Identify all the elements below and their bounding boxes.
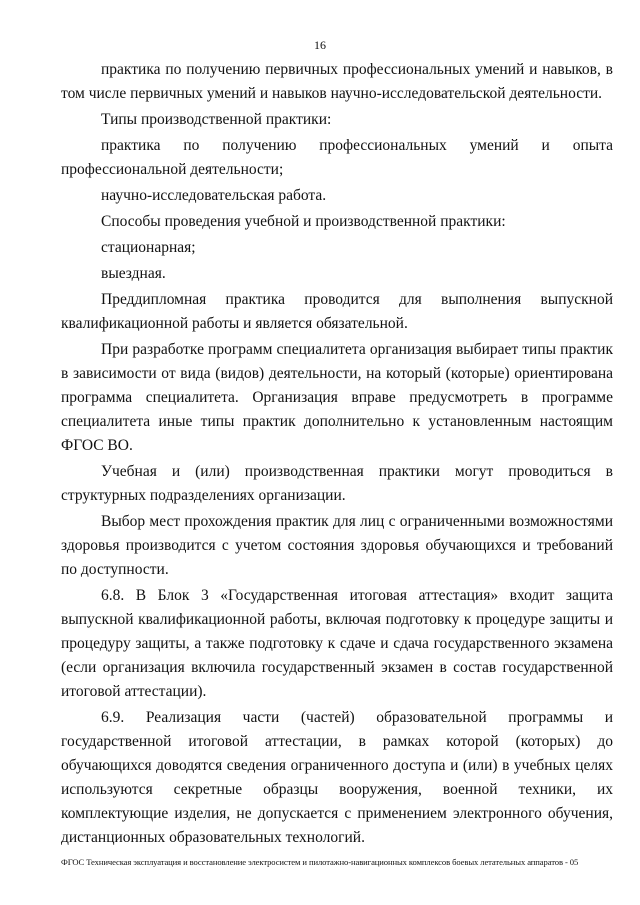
paragraph-section-6-9: 6.9. Реализация части (частей) образовательной программы и государственной итоговой аттестации, в рамках которой (которых) до обучающихся доводятся сведения ограниченного доступа и (или) в учебных целях используются секретные образцы вооружения, военной техники, их комплектующие изделия, не допускается с применением электронного обучения, дистанционных образовательных технологий.	[61, 709, 613, 846]
page-number: 16	[314, 38, 326, 52]
paragraph-field: выездная.	[101, 265, 166, 282]
paragraph-structural-units: Учебная и (или) производственная практики могут проводиться в структурных подразделениях организации.	[61, 463, 613, 504]
paragraph-professional-practice: практика по получению профессиональных умений и опыта профессиональной деятельности;	[61, 137, 613, 178]
paragraph-pre-diploma: Преддипломная практика проводится для выполнения выпускной квалификационной работы и является обязательной.	[61, 291, 613, 332]
paragraph-research-work: научно-исследовательская работа.	[101, 187, 327, 204]
paragraph-production-types-heading: Типы производственной практики:	[101, 111, 332, 128]
paragraph-practice-methods-heading: Способы проведения учебной и производственной практики:	[101, 213, 506, 230]
paragraph-section-6-8: 6.8. В Блок 3 «Государственная итоговая аттестация» входит защита выпускной квалификационной работы, включая подготовку к процедуре защиты и процедуру защиты, а также подготовку к сдаче и сдача государственного экзамена (если организация включила государственный экзамен в состав государственной итоговой аттестации).	[61, 587, 613, 700]
paragraph-stationary: стационарная;	[101, 239, 196, 256]
document-body	[61, 58, 613, 850]
paragraph-program-development: При разработке программ специалитета организация выбирает типы практик в зависимости от вида (видов) деятельности, на который (которые) ориентирована программа специалитета. Организация вправе предусмотреть в программе специалитета иные типы практик дополнительно к установленным настоящим ФГОС ВО.	[61, 341, 613, 454]
paragraph-disabilities: Выбор мест прохождения практик для лиц с ограниченными возможностями здоровья производится с учетом состояния здоровья обучающихся и требований по доступности.	[61, 513, 613, 578]
paragraph-practice-first-skills: практика по получению первичных профессиональных умений и навыков, в том числе первичных умений и навыков научно-исследовательской деятельности.	[61, 61, 613, 102]
page-footer: ФГОС Техническая эксплуатация и восстановление электросистем и пилотажно-навигационных комплексов боевых летательных аппаратов - 05	[61, 857, 579, 867]
